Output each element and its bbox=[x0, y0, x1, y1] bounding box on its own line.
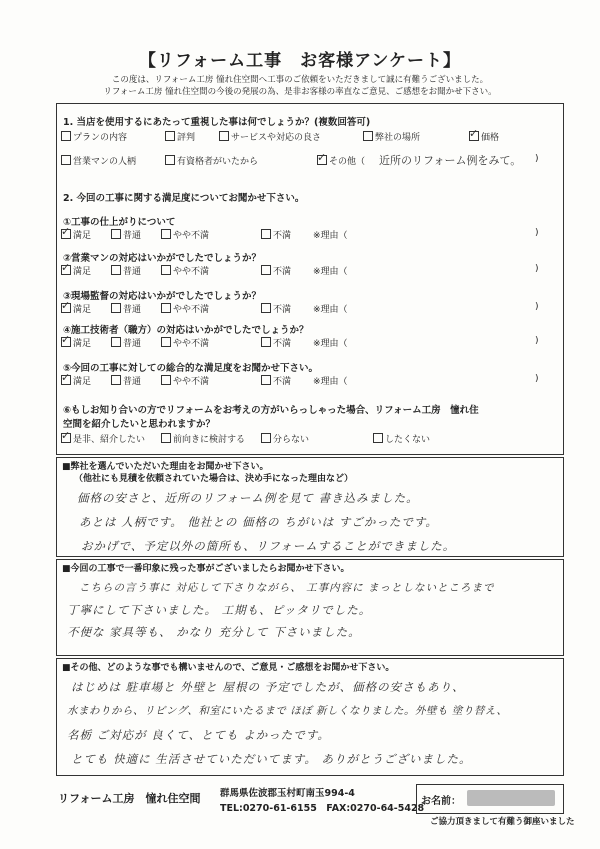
thanks-note: ご協力頂きまして有難う御座いました bbox=[430, 817, 575, 827]
scale-option[interactable]: 普通 bbox=[111, 228, 141, 241]
q2-scale-row bbox=[61, 264, 561, 276]
reason-label: ※理由（ bbox=[313, 305, 348, 315]
survey-title: 【リフォーム工事 お客様アンケート】 bbox=[138, 51, 462, 71]
q2-scale-row bbox=[61, 336, 561, 348]
scale-option[interactable]: 普通 bbox=[111, 264, 141, 277]
q6-label-cont: 空間を紹介したいと思われますか？ bbox=[63, 419, 216, 430]
intro-text bbox=[40, 74, 560, 98]
scale-option[interactable]: やや不満 bbox=[161, 264, 209, 277]
scale-option[interactable]: 不満 bbox=[261, 228, 291, 241]
checkbox-checked[interactable] bbox=[317, 155, 327, 165]
checkbox[interactable] bbox=[161, 337, 171, 347]
paren-close: ) bbox=[535, 374, 539, 384]
paren-close: ) bbox=[535, 228, 539, 238]
company-address: 群馬県佐波郡玉村町南玉994-4 bbox=[220, 788, 355, 799]
checkbox-checked[interactable] bbox=[61, 303, 71, 313]
checkbox[interactable] bbox=[261, 229, 271, 239]
q2-item-label: ④施工技術者（職方）の対応はいかがでしたでしょうか？ bbox=[63, 325, 309, 336]
handwritten-line: こちらの言う事に 対応して下さりながら、 工事内容に まっとしないところまで bbox=[79, 582, 495, 594]
q1-option[interactable]: 評判 bbox=[165, 130, 195, 143]
q2-scale-row bbox=[61, 228, 561, 240]
name-field[interactable] bbox=[416, 784, 564, 814]
scale-option[interactable]: ✓満足 bbox=[61, 264, 91, 277]
handwritten-line: とても 快適に 生活させていただいてます。 ありがとうございました。 bbox=[71, 752, 472, 766]
q6-options bbox=[61, 432, 561, 444]
scale-option[interactable]: ✓満足 bbox=[61, 374, 91, 387]
q6-option[interactable]: したくない bbox=[373, 432, 430, 445]
paren-close: ) bbox=[535, 302, 539, 312]
scale-option[interactable]: 不満 bbox=[261, 336, 291, 349]
q6-option[interactable]: ✓是非、紹介したい bbox=[61, 432, 145, 445]
scale-option[interactable]: 不満 bbox=[261, 374, 291, 387]
checkbox[interactable] bbox=[161, 303, 171, 313]
paren-close: ) bbox=[535, 154, 539, 164]
handwritten-line: 丁寧にして下さいました。 工期も、ピッタリでした。 bbox=[67, 603, 372, 617]
q2-item-label: ⑤今回の工事に対しての総合的な満足度をお聞かせ下さい。 bbox=[63, 363, 319, 374]
checkbox[interactable] bbox=[161, 229, 171, 239]
q1-option[interactable]: サービスや対応の良さ bbox=[219, 130, 321, 143]
checkbox-checked[interactable] bbox=[61, 265, 71, 275]
q2-item-label: ①工事の仕上がりについて bbox=[63, 217, 176, 228]
checkbox[interactable] bbox=[111, 375, 121, 385]
checkbox-checked[interactable] bbox=[61, 337, 71, 347]
impression-section bbox=[56, 559, 564, 656]
reason-section bbox=[56, 457, 564, 557]
q2-label: 2. 今回の工事に関する満足度についてお聞かせ下さい。 bbox=[63, 193, 305, 204]
paren-close: ) bbox=[535, 336, 539, 346]
scale-option[interactable]: 不満 bbox=[261, 302, 291, 315]
scale-option[interactable]: 普通 bbox=[111, 336, 141, 349]
handwritten-line: 名栃 ご対応が 良くて、とても よかったです。 bbox=[67, 728, 330, 742]
name-label: お名前： bbox=[421, 796, 461, 807]
scale-option[interactable]: ✓満足 bbox=[61, 302, 91, 315]
scale-option[interactable]: やや不満 bbox=[161, 374, 209, 387]
reason-label: ※理由（ bbox=[313, 267, 348, 277]
reason-heading: ■弊社を選んでいただいた理由をお聞かせ下さい。 （他社にも見積を依頼されていた場合は、決め手になった理由など） bbox=[62, 462, 354, 484]
scale-option[interactable]: やや不満 bbox=[161, 228, 209, 241]
handwritten-line: はじめは 駐車場と 外壁と 屋根の 予定でしたが、価格の安さもあり、 bbox=[71, 680, 465, 694]
q1-label: 1. 当店を使用するにあたって重視した事は何でしょうか？(複数回答可) bbox=[63, 117, 371, 128]
checkbox[interactable] bbox=[261, 375, 271, 385]
scale-option[interactable]: 普通 bbox=[111, 302, 141, 315]
q1-options-row2 bbox=[61, 154, 561, 168]
comments-heading: ■その他、どのような事でも構いませんので、ご意見・ご感想をお聞かせ下さい。 bbox=[62, 663, 395, 673]
impression-heading: ■今回の工事で一番印象に残った事がございましたらお聞かせ下さい。 bbox=[62, 564, 350, 574]
checkbox[interactable] bbox=[111, 303, 121, 313]
checkbox[interactable] bbox=[161, 265, 171, 275]
checkbox-checked[interactable] bbox=[61, 433, 71, 443]
scale-option[interactable]: ✓満足 bbox=[61, 228, 91, 241]
q1-option[interactable]: 有資格者がいたから bbox=[165, 154, 258, 167]
q1-option[interactable]: 弊社の場所 bbox=[363, 130, 420, 143]
scale-option[interactable]: やや不満 bbox=[161, 302, 209, 315]
checkbox[interactable] bbox=[111, 265, 121, 275]
handwritten-line: 水まわりから、リビング、和室にいたるまで ほぼ 新しくなりました。外壁も 塗り替え、 bbox=[67, 705, 508, 717]
q6-label: ⑥もしお知り合いの方でリフォームをお考えの方がいらっしゃった場合、リフォーム工房 憧れ住 bbox=[63, 405, 479, 416]
reason-label: ※理由（ bbox=[313, 231, 348, 241]
scale-option[interactable]: 不満 bbox=[261, 264, 291, 277]
comments-section bbox=[56, 658, 564, 776]
checkbox-checked[interactable] bbox=[61, 229, 71, 239]
questions-box bbox=[56, 103, 564, 455]
checkbox-checked[interactable] bbox=[469, 131, 479, 141]
checkbox[interactable] bbox=[61, 131, 71, 141]
checkbox[interactable] bbox=[161, 433, 171, 443]
checkbox[interactable] bbox=[261, 433, 271, 443]
q2-scale-row bbox=[61, 374, 561, 386]
q1-option[interactable]: プランの内容 bbox=[61, 130, 127, 143]
checkbox[interactable] bbox=[363, 131, 373, 141]
q1-option[interactable]: 営業マンの人柄 bbox=[61, 154, 136, 167]
q1-option[interactable]: ✓ その他（ bbox=[317, 154, 365, 167]
checkbox[interactable] bbox=[111, 229, 121, 239]
q1-option[interactable]: ✓ 価格 bbox=[469, 130, 499, 143]
checkbox[interactable] bbox=[373, 433, 383, 443]
q2-item-label: ②営業マンの対応はいかがでしたでしょうか？ bbox=[63, 253, 262, 264]
handwritten-line: 価格の安さと、近所のリフォーム例を見て 書き込みました。 bbox=[77, 491, 419, 505]
handwritten-line: おかげで、予定以外の箇所も、リフォームすることができました。 bbox=[81, 539, 456, 553]
scale-option[interactable]: ✓満足 bbox=[61, 336, 91, 349]
checkbox[interactable] bbox=[165, 131, 175, 141]
checkbox[interactable] bbox=[261, 265, 271, 275]
q6-option[interactable]: 分らない bbox=[261, 432, 309, 445]
company-phone: TEL:0270-61-6155 FAX:0270-64-5428 bbox=[220, 803, 425, 814]
checkbox[interactable] bbox=[261, 303, 271, 313]
checkbox[interactable] bbox=[165, 155, 175, 165]
reason-label: ※理由（ bbox=[313, 377, 348, 387]
paren-close: ) bbox=[535, 264, 539, 274]
q6-option[interactable]: 前向きに検討する bbox=[161, 432, 245, 445]
redacted-name bbox=[467, 790, 555, 806]
checkbox[interactable] bbox=[219, 131, 229, 141]
checkbox[interactable] bbox=[261, 337, 271, 347]
company-name: リフォーム工房 憧れ住空間 bbox=[58, 792, 201, 805]
checkbox[interactable] bbox=[61, 155, 71, 165]
checkbox[interactable] bbox=[111, 337, 121, 347]
intro-line: この度は、リフォーム工房 憧れ住空間へ工事のご依頼をいただきまして誠に有難うございました。 bbox=[111, 75, 489, 85]
q2-scale-row bbox=[61, 302, 561, 314]
q2-item-label: ③現場監督の対応はいかがでしたでしょうか？ bbox=[63, 291, 262, 302]
scale-option[interactable]: やや不満 bbox=[161, 336, 209, 349]
reason-label: ※理由（ bbox=[313, 339, 348, 349]
scale-option[interactable]: 普通 bbox=[111, 374, 141, 387]
handwritten-line: あとは 人柄です。 他社との 価格の ちがいは すごかったです。 bbox=[79, 515, 438, 529]
checkbox[interactable] bbox=[161, 375, 171, 385]
q1-other-answer[interactable]: 近所のリフォーム例をみて。 bbox=[379, 154, 522, 167]
q1-options-row1 bbox=[61, 130, 561, 142]
checkbox-checked[interactable] bbox=[61, 375, 71, 385]
intro-line: リフォーム工房 憧れ住空間の今後の発展の為、是非お客様の率直なご意見、ご感想をお聞かせ下さい。 bbox=[103, 87, 497, 97]
handwritten-line: 不便な 家具等も、 かなり 充分して 下さいました。 bbox=[67, 625, 361, 639]
